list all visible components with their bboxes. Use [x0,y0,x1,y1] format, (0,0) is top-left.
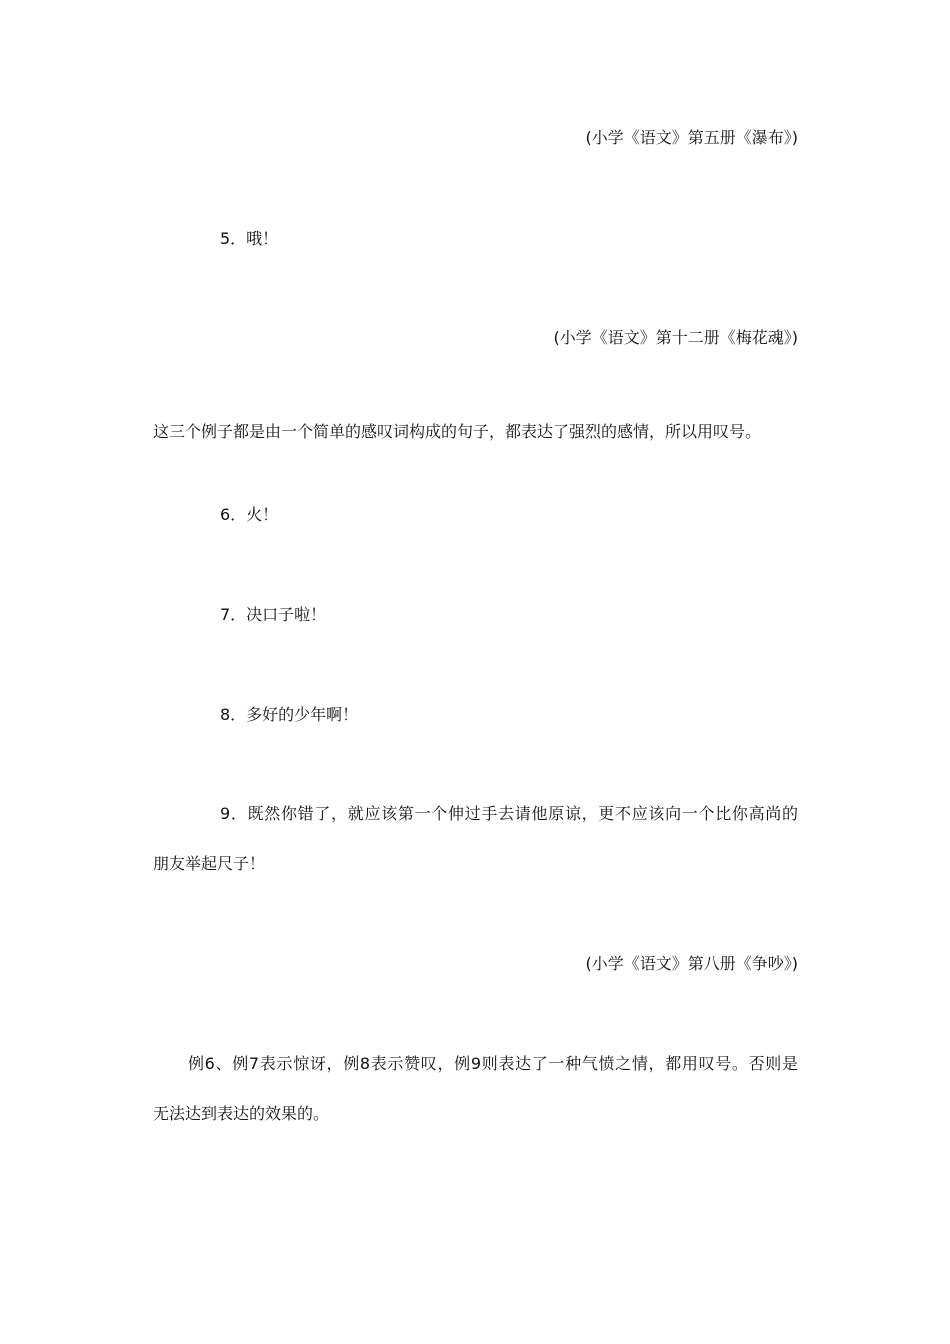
example-sentence: 9．既然你错了，就应该第一个伸过手去请他原谅，更不应该向一个比你高尚的 [220,804,798,823]
example-sentence: 7．决口子啦！ [220,605,327,624]
source-citation: (小学《语文》第八册《争吵》) [585,954,798,973]
summary-paragraph: 这三个例子都是由一个简单的感叹词构成的句子，都表达了强烈的感情，所以用叹号。 [153,422,762,441]
summary-paragraph-continuation: 无法达到表达的效果的。 [153,1104,330,1123]
source-citation: (小学《语文》第十二册《梅花魂》) [553,328,798,347]
example-sentence: 6．火！ [220,505,279,524]
example-sentence-continuation: 朋友举起尺子！ [153,854,266,873]
example-sentence: 5．哦！ [220,229,279,248]
summary-paragraph: 例6、例7表示惊讶，例8表示赞叹，例9则表达了一种气愤之情，都用叹号。否则是 [188,1054,798,1073]
source-citation: (小学《语文》第五册《瀑布》) [585,128,798,147]
example-sentence: 8．多好的少年啊！ [220,705,359,724]
